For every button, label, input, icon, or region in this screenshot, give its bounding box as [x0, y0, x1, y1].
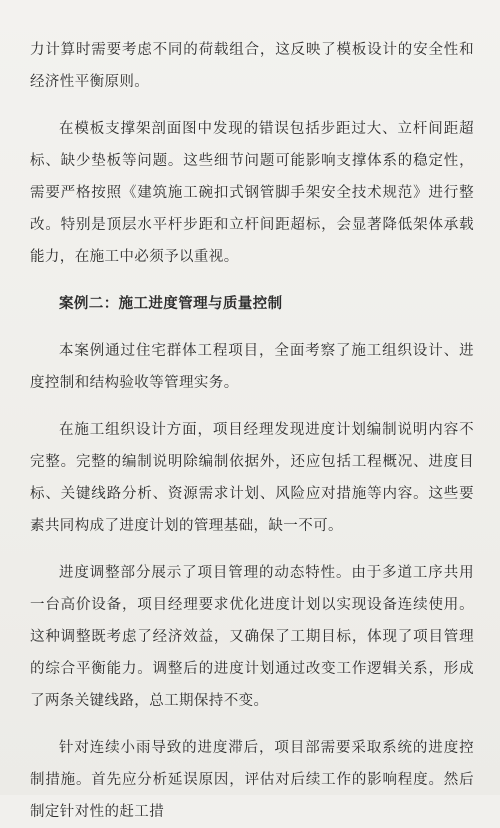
paragraph-4: 在施工组织设计方面，项目经理发现进度计划编制说明内容不完整。完整的编制说明除编制依据外，还应包括工程概况、进度目标、关键线路分析、资源需求计划、风险应对措施等内容。这些要素共同构成了进度计划的管理基础，缺一不可。 [30, 422, 474, 534]
paragraph-2: 在模板支撑架剖面图中发现的错误包括步距过大、立杆间距超标、缺少垫板等问题。这些细节问题可能影响支撑体系的稳定性，需要严格按照《建筑施工碗扣式钢管脚手架安全技术规范》进行整改。特别是顶层水平杆步距和立杆间距超标，会显著降低架体承载能力，在施工中必须予以重视。 [30, 121, 474, 265]
paragraph-5: 进度调整部分展示了项目管理的动态特性。由于多道工序共用一台高价设备，项目经理要求优化进度计划以实现设备连续使用。这种调整既考虑了经济效益，又确保了工期目标，体现了项目管理的综合平衡能力。调整后的进度计划通过改变工作逻辑关系，形成了两条关键线路，总工期保持不变。 [30, 565, 474, 709]
section-heading-case-2: 案例二：施工进度管理与质量控制 [59, 296, 283, 312]
paragraph-3: 本案例通过住宅群体工程项目，全面考察了施工组织设计、进度控制和结构验收等管理实务。 [30, 343, 474, 391]
paragraph-6: 针对连续小雨导致的进度滞后，项目部需要采取系统的进度控制措施。首先应分析延误原因，评估对后续工作的影响程度。然后制定针对性的赶工措 [30, 740, 474, 820]
paragraph-1: 力计算时需要考虑不同的荷载组合，这反映了模板设计的安全性和经济性平衡原则。 [30, 42, 474, 90]
